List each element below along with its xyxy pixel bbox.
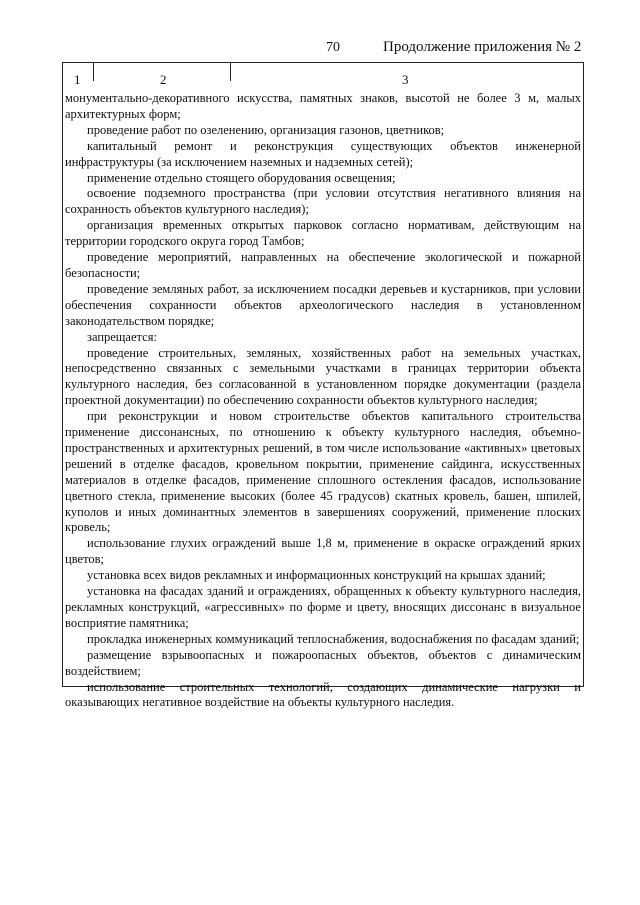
paragraph: установка на фасадах зданий и ограждениях, обращенных к объекту культурного наследия, рекламных конструкций, «агрессивных» по форме и цвету, вносящих диссонанс в визуальное восприятие памятника; (65, 584, 581, 630)
paragraph: организация временных открытых парковок согласно нормативам, действующим на территории городского округа город Тамбов; (65, 218, 581, 249)
column-header-1: 1 (74, 72, 81, 87)
table-header-row (63, 63, 583, 91)
paragraph: запрещается: (87, 329, 157, 344)
paragraph: капитальный ремонт и реконструкция существующих объектов инженерной инфраструктуры (за исключением наземных и надземных сетей); (65, 138, 581, 169)
paragraph: освоение подземного пространства (при условии отсутствия негативного влияния на сохранность объектов культурного наследия); (65, 186, 581, 217)
paragraph: монументально-декоративного искусства, памятных знаков, высотой не более 3 м, малых архитектурных форм; (65, 91, 581, 121)
column-divider (93, 63, 94, 81)
paragraph: установка всех видов рекламных и информационных конструкций на крышах зданий; (87, 568, 546, 583)
paragraph: проведение земляных работ, за исключением посадки деревьев и кустарников, при условии обеспечения сохранности объектов археологического наследия в установленном законодательством порядке; (65, 281, 581, 328)
paragraph: проведение мероприятий, направленных на обеспечение экологической и пожарной безопасности; (65, 250, 581, 280)
page-number: 70 (326, 40, 340, 55)
paragraph: размещение взрывоопасных и пожароопасных объектов, объектов с динамическим воздействием; (65, 647, 581, 678)
paragraph: применение отдельно стоящего оборудования освещения; (87, 170, 396, 185)
content-table (62, 62, 584, 710)
appendix-title: Продолжение приложения № 2 (383, 39, 582, 55)
column-header-2: 2 (160, 72, 167, 87)
column-divider (230, 63, 231, 81)
paragraph: при реконструкции и новом строительстве объектов капитального строительства применение диссонансных, по отношению к объекту культурного наследия, объемно-пространственных и архитектурных решений, в том числе использование «активных» цветовых решений в отделке фасадов, кровельном покрытии, применение сайдинга, искусственных материалов в отделке фасадов, применение сплошного остекления фасадов, использование цветного стекла, применение высоких (более 45 градусов) скатных кровель, башен, шпилей, куполов и иных доминантных элементов в завершениях сооружений, применение плоских кровель; (65, 409, 581, 535)
table-body-text (65, 91, 581, 711)
paragraph: проведение строительных, земляных, хозяйственных работ на земельных участках, непосредственно связанных с земельными участками в границах территории объекта культурного наследия, без согласованной в установленном порядке документации (раздела проектной документации) по обеспечению сохранности объектов культурного наследия; (65, 345, 581, 408)
column-header-3: 3 (402, 72, 409, 87)
paragraph: прокладка инженерных коммуникаций теплоснабжения, водоснабжения по фасадам зданий; (87, 631, 580, 646)
paragraph: использование строительных технологий, создающих динамические нагрузки и оказывающих негативное воздействие на объекты культурного наследия. (65, 679, 581, 710)
paragraph: проведение работ по озеленению, организация газонов, цветников; (87, 122, 445, 137)
paragraph: использование глухих ограждений выше 1,8 м, применение в окраске ограждений ярких цветов; (65, 536, 581, 567)
